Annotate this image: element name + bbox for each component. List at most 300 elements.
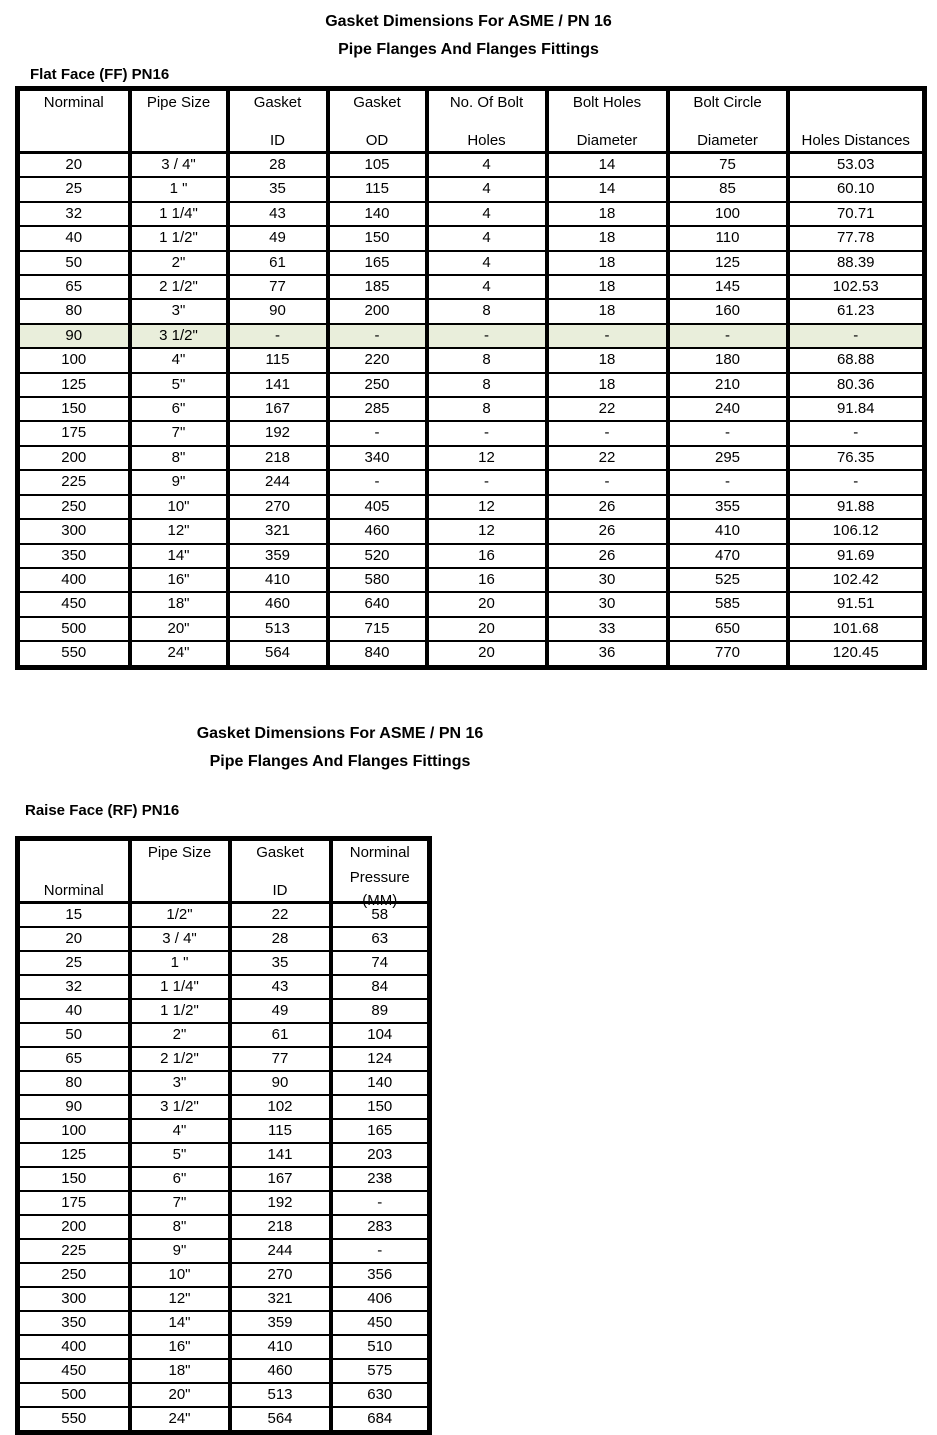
table-row	[18, 275, 925, 299]
table-cell: 14"	[130, 1311, 230, 1335]
table-cell: 100	[18, 1119, 130, 1143]
table-cell: 20	[18, 927, 130, 951]
table-cell: 460	[328, 519, 427, 543]
column-header-line: (MM)	[362, 891, 398, 909]
table-row	[18, 1119, 430, 1143]
rf-title-line2: Pipe Flanges And Flanges Fittings	[209, 752, 471, 770]
table-cell: 141	[228, 373, 328, 397]
table-cell: 76.35	[788, 446, 925, 470]
table-cell: -	[328, 324, 427, 348]
table-cell: 406	[331, 1287, 430, 1311]
raise-face-table	[15, 836, 432, 1435]
table-cell: 150	[18, 1167, 130, 1191]
table-cell: 89	[331, 999, 430, 1023]
table-cell: 84	[331, 975, 430, 999]
table-cell: 32	[18, 202, 130, 226]
table-cell: 20"	[130, 617, 228, 641]
table-cell: 5"	[130, 373, 228, 397]
column-header	[18, 838, 130, 902]
table-cell: 61	[228, 251, 328, 275]
table-cell: 75	[668, 153, 788, 178]
table-cell: 321	[230, 1287, 331, 1311]
table-cell: 18	[547, 275, 668, 299]
table-cell: 250	[18, 1263, 130, 1287]
table-cell: 26	[547, 495, 668, 519]
table-cell: 40	[18, 999, 130, 1023]
table-cell: 10"	[130, 1263, 230, 1287]
table-cell: -	[788, 470, 925, 494]
table-cell: 68.88	[788, 348, 925, 372]
table-cell: 250	[18, 495, 130, 519]
table-cell: 120.45	[788, 641, 925, 667]
table-row	[18, 592, 925, 616]
table-cell: 4	[427, 177, 547, 201]
table-row	[18, 1191, 430, 1215]
table-cell: 8"	[130, 1215, 230, 1239]
table-cell: 30	[547, 592, 668, 616]
table-row	[18, 1335, 430, 1359]
table-cell: 77	[230, 1047, 331, 1071]
table-cell: 238	[331, 1167, 430, 1191]
table-cell: 165	[331, 1119, 430, 1143]
table-cell: 244	[230, 1239, 331, 1263]
rf-title-block	[0, 720, 680, 776]
table-row	[18, 299, 925, 323]
table-cell: -	[668, 421, 788, 445]
table-cell: 150	[18, 397, 130, 421]
column-header	[547, 89, 668, 153]
table-cell: 124	[331, 1047, 430, 1071]
table-cell: 16"	[130, 568, 228, 592]
table-row	[18, 1239, 430, 1263]
table-cell: 200	[18, 1215, 130, 1239]
table-cell: 410	[228, 568, 328, 592]
table-row	[18, 617, 925, 641]
table-cell: 185	[328, 275, 427, 299]
table-cell: 12	[427, 519, 547, 543]
column-header	[18, 89, 130, 153]
table-cell: 58	[331, 902, 430, 927]
table-cell: 3 1/2"	[130, 1095, 230, 1119]
table-cell: 3 1/2"	[130, 324, 228, 348]
table-cell: 91.51	[788, 592, 925, 616]
table-cell: 49	[230, 999, 331, 1023]
table-cell: 65	[18, 275, 130, 299]
table-cell: 18	[547, 226, 668, 250]
table-row	[18, 975, 430, 999]
table-cell: 125	[668, 251, 788, 275]
table-row	[18, 373, 925, 397]
table-cell: 167	[230, 1167, 331, 1191]
table-cell: 340	[328, 446, 427, 470]
table-cell: 105	[328, 153, 427, 178]
column-header-line: Pressure	[349, 868, 410, 886]
column-header	[130, 838, 230, 902]
table-cell: 550	[18, 1407, 130, 1433]
table-cell: 22	[230, 902, 331, 927]
table-cell: 90	[18, 1095, 130, 1119]
table-cell: 165	[328, 251, 427, 275]
table-cell: 40	[18, 226, 130, 250]
table-cell: 61.23	[788, 299, 925, 323]
column-header-line	[792, 94, 921, 109]
table-cell: 500	[18, 617, 130, 641]
table-cell: 16"	[130, 1335, 230, 1359]
column-header-line: ID	[272, 881, 288, 899]
table-cell: 63	[331, 927, 430, 951]
table-cell: 218	[228, 446, 328, 470]
table-cell: 270	[228, 495, 328, 519]
table-cell: 115	[230, 1119, 331, 1143]
table-cell: 550	[18, 641, 130, 667]
table-cell: 100	[18, 348, 130, 372]
column-header-line: No. Of Bolt	[449, 94, 524, 111]
table-cell: 300	[18, 1287, 130, 1311]
table-cell: 145	[668, 275, 788, 299]
table-cell: -	[427, 470, 547, 494]
column-header-line: Bolt Circle	[693, 94, 762, 111]
ff-title-line2: Pipe Flanges And Flanges Fittings	[338, 41, 599, 58]
table-cell: 10"	[130, 495, 228, 519]
table-row	[18, 251, 925, 275]
table-cell: 28	[228, 153, 328, 178]
table-cell: 1 1/2"	[130, 999, 230, 1023]
column-header	[427, 89, 547, 153]
table-cell: 20	[18, 153, 130, 178]
table-cell: -	[427, 324, 547, 348]
table-cell: 3"	[130, 1071, 230, 1095]
table-cell: 115	[228, 348, 328, 372]
table-cell: 43	[230, 975, 331, 999]
table-cell: 450	[331, 1311, 430, 1335]
table-cell: 43	[228, 202, 328, 226]
table-cell: 356	[331, 1263, 430, 1287]
table-cell: 500	[18, 1383, 130, 1407]
table-cell: 22	[547, 397, 668, 421]
table-cell: 4	[427, 226, 547, 250]
table-cell: 405	[328, 495, 427, 519]
table-cell: 220	[328, 348, 427, 372]
table-cell: 20	[427, 592, 547, 616]
rf-title-line1: Gasket Dimensions For ASME / PN 16	[196, 724, 484, 742]
column-header-line: Gasket	[353, 94, 401, 111]
table-cell: 564	[230, 1407, 331, 1433]
table-cell: 140	[331, 1071, 430, 1095]
table-cell: 141	[230, 1143, 331, 1167]
column-header-line	[134, 134, 224, 149]
table-row	[18, 1311, 430, 1335]
table-cell: 12	[427, 446, 547, 470]
column-header	[788, 89, 925, 153]
table-cell: 513	[228, 617, 328, 641]
table-cell: 101.68	[788, 617, 925, 641]
table-cell: 80	[18, 1071, 130, 1095]
table-cell: 400	[18, 1335, 130, 1359]
table-cell: 283	[331, 1215, 430, 1239]
table-cell: 32	[18, 975, 130, 999]
table-row	[18, 999, 430, 1023]
table-cell: 8	[427, 373, 547, 397]
table-cell: 715	[328, 617, 427, 641]
column-header-line	[134, 884, 226, 899]
table-cell: 650	[668, 617, 788, 641]
table-cell: 18	[547, 348, 668, 372]
table-cell: 20"	[130, 1383, 230, 1407]
table-cell: 80	[18, 299, 130, 323]
table-cell: 200	[18, 446, 130, 470]
table-cell: 20	[427, 641, 547, 667]
table-cell: 513	[230, 1383, 331, 1407]
table-cell: 25	[18, 951, 130, 975]
table-cell: 65	[18, 1047, 130, 1071]
table-cell: 20	[427, 617, 547, 641]
table-cell: 12	[427, 495, 547, 519]
table-cell: 350	[18, 544, 130, 568]
table-cell: 564	[228, 641, 328, 667]
table-cell: -	[331, 1191, 430, 1215]
table-cell: 450	[18, 1359, 130, 1383]
table-cell: 60.10	[788, 177, 925, 201]
table-cell: 140	[328, 202, 427, 226]
table-row	[18, 446, 925, 470]
table-cell: 840	[328, 641, 427, 667]
table-cell: 33	[547, 617, 668, 641]
flat-face-table-head	[18, 89, 925, 153]
table-cell: 91.88	[788, 495, 925, 519]
table-cell: 4"	[130, 348, 228, 372]
table-cell: 7"	[130, 1191, 230, 1215]
table-cell: 3 / 4"	[130, 927, 230, 951]
table-row	[18, 544, 925, 568]
table-row	[18, 397, 925, 421]
table-cell: -	[328, 421, 427, 445]
table-cell: -	[547, 324, 668, 348]
table-cell: 218	[230, 1215, 331, 1239]
table-cell: 49	[228, 226, 328, 250]
table-cell: -	[547, 421, 668, 445]
table-cell: 24"	[130, 1407, 230, 1433]
table-row	[18, 495, 925, 519]
column-header-line: Norminal	[43, 94, 104, 111]
table-cell: 160	[668, 299, 788, 323]
table-cell: 15	[18, 902, 130, 927]
column-header-line: Gasket	[253, 94, 302, 111]
table-cell: -	[668, 470, 788, 494]
table-cell: 16	[427, 544, 547, 568]
table-cell: -	[668, 324, 788, 348]
table-cell: 460	[228, 592, 328, 616]
table-row	[18, 1071, 430, 1095]
table-cell: 580	[328, 568, 427, 592]
flat-face-table-body	[18, 153, 925, 668]
table-cell: -	[547, 470, 668, 494]
table-cell: 575	[331, 1359, 430, 1383]
table-row	[18, 1167, 430, 1191]
ff-title-line1: Gasket Dimensions For ASME / PN 16	[325, 13, 612, 30]
table-cell: 285	[328, 397, 427, 421]
table-cell: 200	[328, 299, 427, 323]
raise-face-table-body	[18, 902, 430, 1432]
table-cell: 2"	[130, 1023, 230, 1047]
table-cell: 410	[230, 1335, 331, 1359]
table-row	[18, 641, 925, 667]
column-header	[668, 89, 788, 153]
table-cell: 1/2"	[130, 902, 230, 927]
table-cell: -	[331, 1239, 430, 1263]
table-cell: 359	[230, 1311, 331, 1335]
table-row	[18, 1095, 430, 1119]
table-row	[18, 1359, 430, 1383]
table-cell: 115	[328, 177, 427, 201]
table-cell: 14	[547, 177, 668, 201]
table-cell: 1 1/4"	[130, 202, 228, 226]
table-row	[18, 1263, 430, 1287]
table-cell: 4	[427, 251, 547, 275]
table-cell: 25	[18, 177, 130, 201]
table-row	[18, 568, 925, 592]
column-header-line: Pipe Size	[146, 94, 211, 111]
table-cell: 244	[228, 470, 328, 494]
table-cell: 180	[668, 348, 788, 372]
table-cell: 3 / 4"	[130, 153, 228, 178]
table-cell: 18	[547, 202, 668, 226]
table-cell: 18"	[130, 592, 228, 616]
table-cell: 26	[547, 519, 668, 543]
table-cell: 35	[230, 951, 331, 975]
table-cell: 1 "	[130, 951, 230, 975]
header-row	[18, 838, 430, 902]
table-cell: 70.71	[788, 202, 925, 226]
table-cell: 192	[228, 421, 328, 445]
table-cell: 1 1/2"	[130, 226, 228, 250]
table-cell: 684	[331, 1407, 430, 1433]
table-cell: 192	[230, 1191, 331, 1215]
table-cell: 510	[331, 1335, 430, 1359]
table-cell: 410	[668, 519, 788, 543]
table-cell: 1 "	[130, 177, 228, 201]
table-cell: 270	[230, 1263, 331, 1287]
table-cell: 80.36	[788, 373, 925, 397]
table-cell: 90	[228, 299, 328, 323]
table-cell: 250	[328, 373, 427, 397]
column-header-line	[22, 844, 126, 859]
column-header-line: Bolt Holes	[572, 94, 642, 111]
column-header-line: Pipe Size	[147, 843, 212, 861]
column-header	[130, 89, 228, 153]
ff-title-block	[0, 0, 937, 64]
column-header-line: Diameter	[576, 132, 638, 149]
table-cell: 12"	[130, 1287, 230, 1311]
table-cell: 24"	[130, 641, 228, 667]
table-cell: 18	[547, 299, 668, 323]
table-row	[18, 1143, 430, 1167]
table-cell: 4	[427, 202, 547, 226]
table-cell: 640	[328, 592, 427, 616]
table-cell: 150	[328, 226, 427, 250]
table-row	[18, 1023, 430, 1047]
table-row	[18, 421, 925, 445]
table-cell: 225	[18, 470, 130, 494]
table-cell: 2 1/2"	[130, 275, 228, 299]
table-cell: 210	[668, 373, 788, 397]
table-cell: 36	[547, 641, 668, 667]
table-cell: -	[228, 324, 328, 348]
table-cell: 8"	[130, 446, 228, 470]
table-cell: 6"	[130, 397, 228, 421]
table-cell: 203	[331, 1143, 430, 1167]
column-header	[230, 838, 331, 902]
table-row	[18, 226, 925, 250]
table-cell: 240	[668, 397, 788, 421]
table-cell: 28	[230, 927, 331, 951]
table-cell: 106.12	[788, 519, 925, 543]
table-cell: 8	[427, 299, 547, 323]
table-cell: 102	[230, 1095, 331, 1119]
table-row	[18, 1287, 430, 1311]
table-cell: 8	[427, 348, 547, 372]
table-cell: 102.53	[788, 275, 925, 299]
table-cell: 110	[668, 226, 788, 250]
table-cell: 225	[18, 1239, 130, 1263]
table-cell: -	[427, 421, 547, 445]
column-header-line: Diameter	[697, 132, 758, 149]
table-cell: 22	[547, 446, 668, 470]
table-row	[18, 1407, 430, 1433]
table-cell: 14	[547, 153, 668, 178]
table-cell: 321	[228, 519, 328, 543]
table-cell: 102.42	[788, 568, 925, 592]
table-cell: -	[788, 324, 925, 348]
table-cell: 104	[331, 1023, 430, 1047]
table-cell: 30	[547, 568, 668, 592]
raise-face-table-head	[18, 838, 430, 909]
table-cell: 450	[18, 592, 130, 616]
table-cell: 90	[18, 324, 130, 348]
table-cell: -	[328, 470, 427, 494]
table-cell: 770	[668, 641, 788, 667]
rf-section-label: Raise Face (RF) PN16	[25, 801, 180, 819]
table-cell: 18	[547, 251, 668, 275]
ff-section-label: Flat Face (FF) PN16	[30, 66, 170, 83]
table-cell: 6"	[130, 1167, 230, 1191]
table-cell: 77.78	[788, 226, 925, 250]
flat-face-table	[15, 86, 927, 670]
table-cell: 18	[547, 373, 668, 397]
table-cell: 53.03	[788, 153, 925, 178]
table-cell: 88.39	[788, 251, 925, 275]
table-cell: 4	[427, 275, 547, 299]
table-cell: 85	[668, 177, 788, 201]
table-row	[18, 348, 925, 372]
table-cell: 3"	[130, 299, 228, 323]
table-row	[18, 519, 925, 543]
table-cell: 61	[230, 1023, 331, 1047]
table-cell: 12"	[130, 519, 228, 543]
table-row	[18, 177, 925, 201]
table-cell: 1 1/4"	[130, 975, 230, 999]
table-row	[18, 1047, 430, 1071]
table-cell: 9"	[130, 470, 228, 494]
column-header-line: OD	[365, 132, 389, 149]
table-cell: 4"	[130, 1119, 230, 1143]
table-row	[18, 951, 430, 975]
table-cell: 16	[427, 568, 547, 592]
table-row	[18, 1383, 430, 1407]
column-header	[328, 89, 427, 153]
column-header-line: Norminal	[43, 881, 104, 899]
column-header-line	[22, 134, 126, 149]
table-cell: 125	[18, 373, 130, 397]
